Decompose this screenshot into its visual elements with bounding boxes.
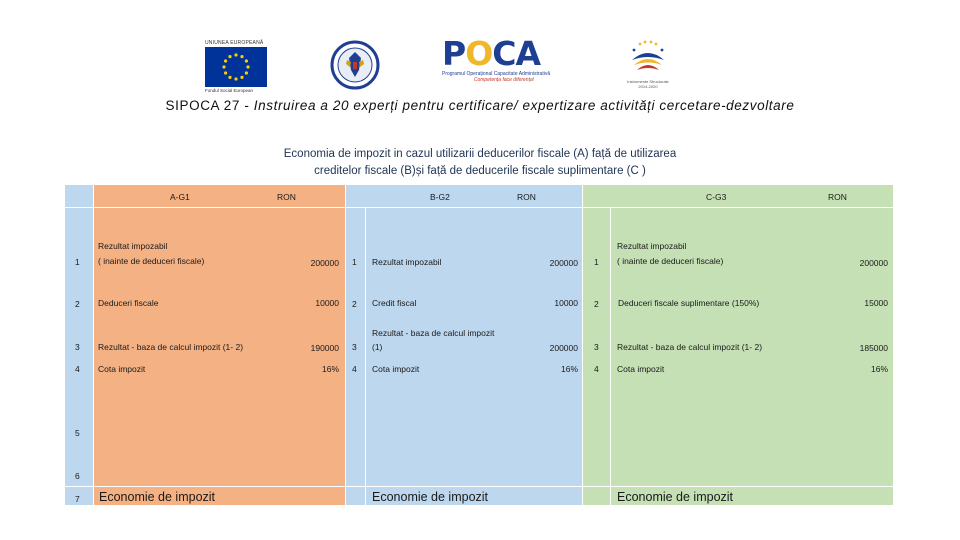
- structural-instruments-logo: [622, 38, 674, 92]
- b-row-number: 2: [352, 299, 357, 309]
- poca-slogan: Competența face diferența!: [473, 77, 535, 83]
- poca-letters-ca: CA: [492, 34, 541, 73]
- row-number: 5: [75, 428, 80, 438]
- government-logo: [330, 40, 380, 90]
- page-title: [0, 98, 960, 113]
- a-row-1-label-line-2: ( inainte de deduceri fiscale): [98, 256, 205, 266]
- b-row-3-value: 200000: [549, 343, 578, 353]
- title-prefix: SIPOCA 27 -: [165, 98, 254, 113]
- header-a-unit: RON: [277, 192, 296, 202]
- a-row-7-label: Economie de impozit: [99, 490, 216, 504]
- structural-instruments-icon: [622, 38, 674, 74]
- header-b-unit: RON: [517, 192, 536, 202]
- row-number: 4: [75, 364, 80, 374]
- eu-fund-caption: Fondul Social European: [205, 88, 254, 93]
- c-row-4-label: Cota impozit: [617, 364, 665, 374]
- b-row-1-value: 200000: [549, 258, 578, 268]
- c-row-number: 1: [594, 257, 599, 267]
- c-row-number: 4: [594, 364, 599, 374]
- a-row-1-value: 200000: [310, 258, 339, 268]
- b-row-4-value: 16%: [560, 364, 578, 374]
- poca-logo: [442, 34, 566, 91]
- eu-flag-icon: [205, 47, 267, 87]
- header-b: B-G2: [430, 192, 450, 202]
- eu-caption: UNIUNEA EUROPEANĂ: [205, 40, 264, 46]
- poca-wordmark: [442, 34, 566, 73]
- c-row-1-label-line-1: Rezultat impozabil: [617, 241, 687, 251]
- b-row-1-label: Rezultat impozabil: [372, 257, 442, 267]
- b-row-3-label-line-2: (1): [372, 342, 383, 352]
- divider: [365, 207, 366, 505]
- c-row-4-value: 16%: [870, 364, 888, 374]
- a-row-3-value: 190000: [310, 343, 339, 353]
- a-row-4-value: 16%: [321, 364, 339, 374]
- subtitle-line-2: creditelor fiscale (B)și față de deducerile fiscale suplimentare (C ): [314, 165, 646, 177]
- b-row-2-value: 10000: [554, 298, 578, 308]
- b-row-4-label: Cota impozit: [372, 364, 420, 374]
- title-italic: Instruirea a 20 experți pentru certificare/ expertizare activități cercetare-dezvoltare: [253, 98, 795, 113]
- government-crest-icon: [330, 40, 380, 90]
- c-row-2-label: Deduceri fiscale suplimentare (150%): [618, 298, 760, 308]
- divider: [93, 185, 94, 505]
- row-number: 7: [75, 494, 80, 504]
- structural-instruments-caption: Instrumente Structurale 2014-2020: [627, 79, 669, 89]
- c-row-3-value: 185000: [859, 343, 888, 353]
- b-row-number: 1: [352, 257, 357, 267]
- a-row-3-label: Rezultat - baza de calcul impozit (1- 2): [98, 342, 244, 352]
- c-row-2-value: 15000: [864, 298, 888, 308]
- a-row-4-label: Cota impozit: [98, 364, 146, 374]
- a-row-1-label-line-1: Rezultat impozabil: [98, 241, 168, 251]
- row-number: 3: [75, 342, 80, 352]
- row-number: 1: [75, 257, 80, 267]
- c-row-7-label: Economie de impozit: [617, 490, 734, 504]
- header-divider: [65, 207, 893, 208]
- table-subtitle: [230, 146, 730, 180]
- c-row-number: 2: [594, 299, 599, 309]
- eu-logo: [205, 40, 267, 93]
- c-row-3-label: Rezultat - baza de calcul impozit (1- 2): [617, 342, 763, 352]
- header-c-unit: RON: [828, 192, 847, 202]
- c-row-1-label-line-2: ( inainte de deduceri fiscale): [617, 256, 724, 266]
- header-c: C-G3: [706, 192, 727, 202]
- poca-letter-o: O: [465, 34, 493, 73]
- b-row-3-label-line-1: Rezultat - baza de calcul impozit: [372, 328, 495, 338]
- divider: [582, 185, 583, 505]
- subtitle-line-1: Economia de impozit in cazul utilizarii deducerilor fiscale (A) față de utilizarea: [283, 148, 677, 160]
- divider: [610, 207, 611, 505]
- poca-letter-p: P: [442, 34, 466, 73]
- c-row-number: 3: [594, 342, 599, 352]
- b-row-number: 4: [352, 364, 357, 374]
- row-divider: [65, 486, 893, 487]
- header-a: A-G1: [170, 192, 190, 202]
- row-number: 2: [75, 299, 80, 309]
- a-row-2-label: Deduceri fiscale: [98, 298, 159, 308]
- divider: [345, 185, 346, 505]
- c-row-1-value: 200000: [859, 258, 888, 268]
- b-row-7-label: Economie de impozit: [372, 490, 489, 504]
- b-row-number: 3: [352, 342, 357, 352]
- row-number: 6: [75, 471, 80, 481]
- a-row-2-value: 10000: [315, 298, 339, 308]
- b-row-2-label: Credit fiscal: [372, 298, 417, 308]
- poca-program: Programul Operațional Capacitate Administrativă: [442, 71, 551, 77]
